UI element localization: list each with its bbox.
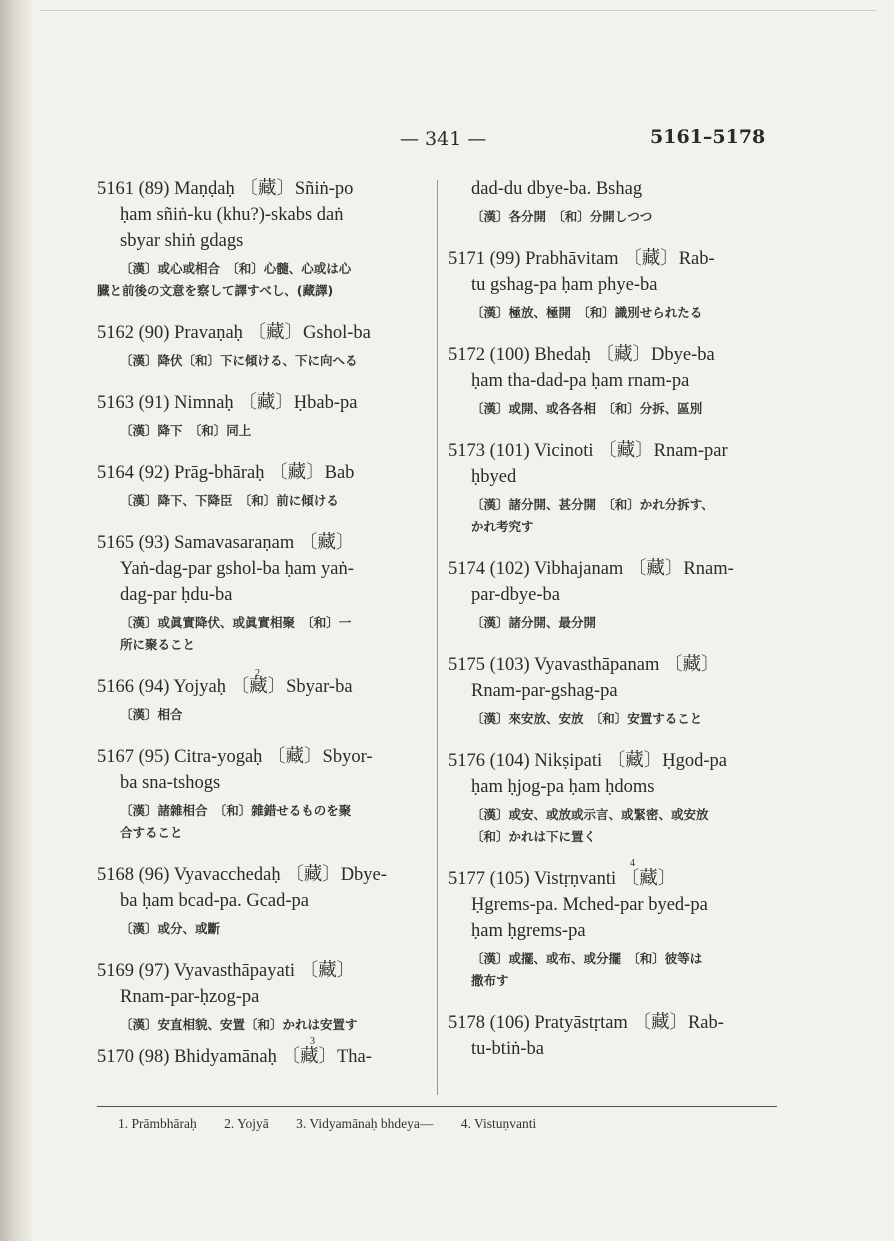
footnote-3: 3. Vidyamānaḥ bhdeya— bbox=[296, 1116, 434, 1131]
column-divider bbox=[437, 180, 438, 1095]
entry-line: ba sna-tshogs bbox=[120, 773, 221, 793]
entry-line: ḥam sñiṅ-ku (khu?)-skabs daṅ bbox=[120, 205, 344, 225]
entry-5166 bbox=[97, 668, 427, 726]
entry-5170 bbox=[97, 1036, 427, 1070]
footnote-marker-4: 4 bbox=[630, 858, 635, 869]
entry-head: 5178 (106) Pratyāstṛtam 〔藏〕Rab- bbox=[448, 1013, 724, 1033]
entry-5162 bbox=[97, 320, 427, 372]
entry-5173 bbox=[448, 438, 780, 538]
entry-gloss: 〔漢〕或眞實降伏、或眞實相聚 〔和〕一 bbox=[120, 615, 352, 630]
entry-gloss: かれ考究す bbox=[471, 519, 534, 534]
entry-5167 bbox=[97, 744, 427, 844]
entry-gloss: 〔漢〕極放、極開 〔和〕識別せられたる bbox=[471, 305, 703, 320]
entry-5171 bbox=[448, 246, 780, 324]
entry-5177 bbox=[448, 858, 780, 992]
entry-line: par-dbye-ba bbox=[471, 585, 560, 605]
entry-gloss: 〔漢〕降下 〔和〕同上 bbox=[120, 423, 252, 438]
entry-5174 bbox=[448, 556, 780, 634]
footnote-4: 4. Vistuṇvanti bbox=[460, 1116, 537, 1131]
entry-5163 bbox=[97, 390, 427, 442]
entry-gloss: 〔漢〕降下、下降臣 〔和〕前に傾ける bbox=[120, 493, 339, 508]
entry-head: 5175 (103) Vyavasthāpanam 〔藏〕 bbox=[448, 655, 720, 675]
entry-gloss: 〔漢〕或安、或放或示言、或緊密、或安放 bbox=[471, 807, 709, 822]
entry-head: 5162 (90) Pravaṇaḥ 〔藏〕Gshol-ba bbox=[97, 323, 371, 343]
entry-5172 bbox=[448, 342, 780, 420]
entry-gloss: 〔漢〕諸分開、最分開 bbox=[471, 615, 597, 630]
footnotes bbox=[118, 1116, 560, 1132]
entry-gloss: 〔漢〕或分、或斷 bbox=[120, 921, 221, 936]
entry-line: ḥam ḥgrems-pa bbox=[471, 921, 586, 941]
entry-head: 5163 (91) Nimnaḥ 〔藏〕Ḥbab-pa bbox=[97, 393, 358, 413]
entry-head: 5168 (96) Vyavacchedaḥ 〔藏〕Dbye- bbox=[97, 865, 387, 885]
footnote-marker-2: 2 bbox=[255, 668, 260, 679]
entry-line: ḥam ḥjog-pa ḥam ḥdoms bbox=[471, 777, 655, 797]
entry-line: sbyar shiṅ gdags bbox=[120, 231, 244, 251]
entry-head: 5176 (104) Nikṣipati 〔藏〕Ḥgod-pa bbox=[448, 751, 728, 771]
entry-line: Rnam-par-gshag-pa bbox=[471, 681, 618, 701]
entry-gloss: 臓と前後の文意を察して譯すべし、(藏譯) bbox=[97, 283, 334, 298]
entry-5164 bbox=[97, 460, 427, 512]
entry-gloss: 〔漢〕諸雜相合 〔和〕雜錯せるものを聚 bbox=[120, 803, 352, 818]
entry-gloss: 合すること bbox=[120, 825, 183, 840]
entry-range: 5161–5178 bbox=[650, 126, 766, 148]
entry-gloss: 〔漢〕各分開 〔和〕分開しつつ bbox=[471, 209, 653, 224]
entry-gloss: 撒布す bbox=[471, 973, 509, 988]
entry-5175 bbox=[448, 652, 780, 730]
entry-5165 bbox=[97, 530, 427, 656]
entry-5178 bbox=[448, 1010, 780, 1062]
top-rule bbox=[40, 10, 876, 11]
entry-line: dag-par ḥdu-ba bbox=[120, 585, 233, 605]
entry-head: 5166 (94) Yojyaḥ 〔藏〕Sbyar-ba bbox=[97, 677, 353, 697]
entry-head: 5171 (99) Prabhāvitam 〔藏〕Rab- bbox=[448, 249, 715, 269]
entry-gloss: 〔漢〕或擺、或布、或分擺 〔和〕彼等は bbox=[471, 951, 703, 966]
entry-head: 5164 (92) Prāg-bhāraḥ 〔藏〕Bab bbox=[97, 463, 355, 483]
entry-line: Yaṅ-dag-par gshol-ba ḥam yaṅ- bbox=[120, 559, 354, 579]
entry-head: 5174 (102) Vibhajanam 〔藏〕Rnam- bbox=[448, 559, 734, 579]
entry-line: tu-btiṅ-ba bbox=[471, 1039, 544, 1059]
footnote-1: 1. Prāmbhāraḥ bbox=[118, 1116, 197, 1131]
entry-gloss: 〔漢〕來安放、安放 〔和〕安置すること bbox=[471, 711, 703, 726]
right-column bbox=[448, 176, 780, 1080]
entry-line: ḥam tha-dad-pa ḥam rnam-pa bbox=[471, 371, 690, 391]
entry-head: 5177 (105) Vistṛṇvanti 〔藏〕 bbox=[448, 869, 677, 889]
entry-head: 5167 (95) Citra-yogaḥ 〔藏〕Sbyor- bbox=[97, 747, 373, 767]
entry-gloss: 〔漢〕相合 bbox=[120, 707, 183, 722]
entry-head: 5172 (100) Bhedaḥ 〔藏〕Dbye-ba bbox=[448, 345, 715, 365]
left-column bbox=[97, 176, 427, 1088]
entry-5161 bbox=[97, 176, 427, 302]
entry-gloss: 〔漢〕或開、或各各相 〔和〕分拆、區別 bbox=[471, 401, 703, 416]
entry-5176 bbox=[448, 748, 780, 848]
entry-gloss: 〔漢〕安直相貌、安置〔和〕かれは安置す bbox=[120, 1017, 358, 1032]
entry-gloss: 〔漢〕諸分開、甚分開 〔和〕かれ分拆す、 bbox=[471, 497, 714, 512]
entry-line: ba ḥam bcad-pa. Gcad-pa bbox=[120, 891, 310, 911]
entry-line: Ḥgrems-pa. Mched-par byed-pa bbox=[471, 895, 708, 915]
entry-5170-cont bbox=[448, 176, 780, 228]
scan-shadow-edge bbox=[0, 0, 34, 1241]
entry-head: 5161 (89) Maṇḍaḥ 〔藏〕Sñiṅ-po bbox=[97, 179, 354, 199]
footnote-2: 2. Yojyā bbox=[224, 1116, 269, 1131]
entry-line: tu gshag-pa ḥam phye-ba bbox=[471, 275, 658, 295]
entry-gloss: 〔和〕かれは下に置く bbox=[471, 829, 597, 844]
entry-gloss: 〔漢〕降伏〔和〕下に傾ける、下に向へる bbox=[120, 353, 358, 368]
footnote-rule bbox=[97, 1106, 777, 1107]
entry-head: 5170 (98) Bhidyamānaḥ 〔藏〕Tha- bbox=[97, 1047, 372, 1067]
footnote-marker-3: 3 bbox=[310, 1036, 315, 1047]
entry-line: Rnam-par-ḥzog-pa bbox=[120, 987, 260, 1007]
entry-5169 bbox=[97, 958, 427, 1036]
entry-gloss: 所に聚ること bbox=[120, 637, 196, 652]
entry-5168 bbox=[97, 862, 427, 940]
entry-head: 5169 (97) Vyavasthāpayati 〔藏〕 bbox=[97, 961, 356, 981]
entry-head: 5173 (101) Vicinoti 〔藏〕Rnam-par bbox=[448, 441, 728, 461]
entry-head: 5165 (93) Samavasaraṇam 〔藏〕 bbox=[97, 533, 355, 553]
entry-line: dad-du dbye-ba. Bshag bbox=[471, 179, 643, 199]
entry-line: ḥbyed bbox=[471, 467, 517, 487]
entry-gloss: 〔漢〕或心或相合 〔和〕心髓、心或は心 bbox=[120, 261, 352, 276]
page-number: — 341 — bbox=[400, 128, 487, 150]
